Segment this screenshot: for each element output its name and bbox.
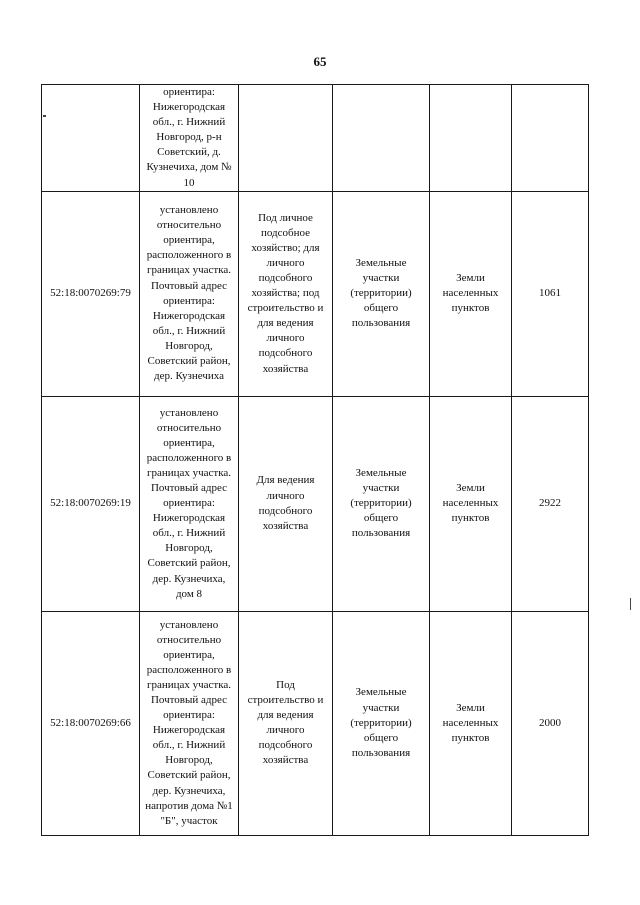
scan-artifact-left [43, 115, 46, 117]
table-row [42, 85, 589, 192]
area-cell [512, 85, 589, 192]
cadastral-number-cell [42, 85, 140, 192]
land-category-cell [430, 85, 512, 192]
cadastral-number-cell: 52:18:0070269:79 [42, 191, 140, 396]
area-cell: 1061 [512, 191, 589, 396]
land-plots-table [41, 84, 589, 836]
designation-cell: Земельные участки (территории) общего пользования [333, 611, 430, 835]
address-cell: установлено относительно ориентира, расположенного в границах участка. Почтовый адрес ориентира: Нижегородская обл., г. Нижний Новгород, Советский район, дер. Кузнечиха, напротив дома №1 "Б", участок [140, 611, 239, 835]
designation-cell: Земельные участки (территории) общего пользования [333, 191, 430, 396]
address-cell: установлено относительно ориентира, расположенного в границах участка. Почтовый адрес ориентира: Нижегородская обл., г. Нижний Новгород, Советский район, дер. Кузнечиха, дом 8 [140, 396, 239, 611]
land-category-cell: Земли населенных пунктов [430, 191, 512, 396]
designation-cell: Земельные участки (территории) общего пользования [333, 396, 430, 611]
permitted-use-cell: Под личное подсобное хозяйство; для личного подсобного хозяйства; под строительство и для ведения личного подсобного хозяйства [239, 191, 333, 396]
land-category-cell: Земли населенных пунктов [430, 611, 512, 835]
permitted-use-cell: Под строительство и для ведения личного подсобного хозяйства [239, 611, 333, 835]
permitted-use-cell [239, 85, 333, 192]
scan-artifact-right [630, 598, 631, 610]
address-cell: установлено относительно ориентира, расположенного в границах участка. Почтовый адрес ориентира: Нижегородская обл., г. Нижний Новгород, Советский район, дер. Кузнечиха [140, 191, 239, 396]
page-number: 65 [313, 54, 327, 69]
area-cell: 2922 [512, 396, 589, 611]
area-cell: 2000 [512, 611, 589, 835]
table-row [42, 611, 589, 835]
cadastral-number-cell: 52:18:0070269:66 [42, 611, 140, 835]
table-row [42, 396, 589, 611]
designation-cell [333, 85, 430, 192]
table-row [42, 191, 589, 396]
address-cell: ориентира: Нижегородская обл., г. Нижний Новгород, р-н Советский, д. Кузнечиха, дом № 10 [140, 85, 239, 192]
land-category-cell: Земли населенных пунктов [430, 396, 512, 611]
permitted-use-cell: Для ведения личного подсобного хозяйства [239, 396, 333, 611]
cadastral-number-cell: 52:18:0070269:19 [42, 396, 140, 611]
